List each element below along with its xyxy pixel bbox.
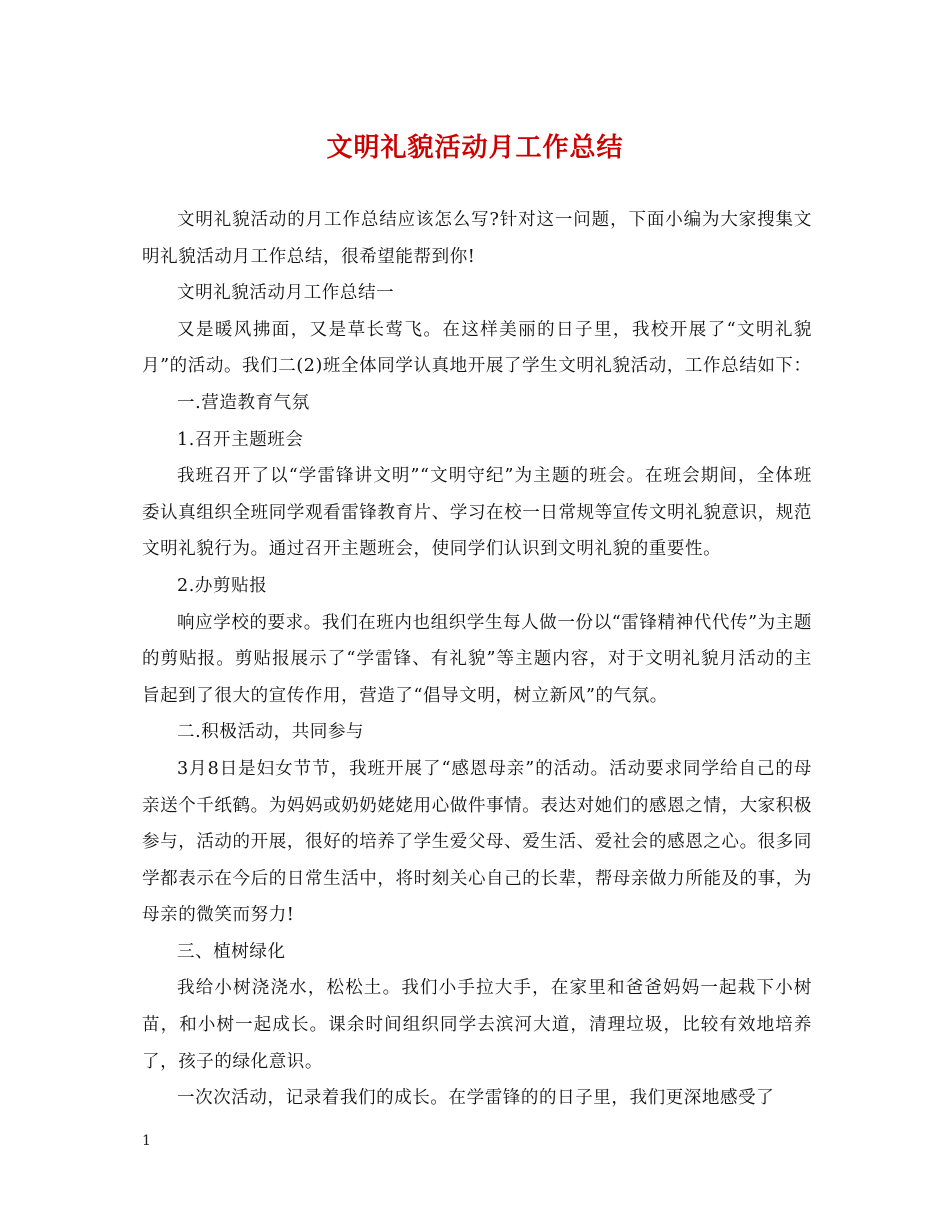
paragraph: 响应学校的要求。我们在班内也组织学生每人做一份以“雷锋精神代代传”为主题的剪贴报。剪贴报展示了“学雷锋、有礼貌”等主题内容，对于文明礼貌月活动的主旨起到了很大的宣传作用，营造了“倡导文明，树立新风”的气氛。 <box>142 612 812 706</box>
paragraph: 我给小树浇浇水，松松土。我们小手拉大手，在家里和爸爸妈妈一起栽下小树苗，和小树一起成长。课余时间组织同学去滨河大道，清理垃圾，比较有效地培养了，孩子的绿化意识。 <box>142 978 812 1072</box>
paragraph: 3月8日是妇女节节，我班开展了“感恩母亲”的活动。活动要求同学给自己的母亲送个千纸鹤。为妈妈或奶奶姥姥用心做件事情。表达对她们的感恩之情，大家积极参与，活动的开展，很好的培养了学生爱父母、爱生活、爱社会的感恩之心。很多同学都表示在今后的日常生活中，将时刻关心自己的长辈，帮母亲做力所能及的事，为母亲的微笑而努力! <box>142 758 812 926</box>
paragraph: 我班召开了以“学雷锋讲文明”“文明守纪”为主题的班会。在班会期间，全体班委认真组织全班同学观看雷锋教育片、学习在校一日常规等宣传文明礼貌意识，规范文明礼貌行为。通过召开主题班会，使同学们认识到文明礼貌的重要性。 <box>142 466 812 560</box>
section-heading: 文明礼貌活动月工作总结一 <box>177 283 395 304</box>
document-body <box>142 202 812 1117</box>
section-heading: 三、植树绿化 <box>177 941 286 962</box>
section-heading: 一.营造教育气氛 <box>177 392 310 413</box>
paragraph: 一次次活动，记录着我们的成长。在学雷锋的的日子里，我们更深地感受了 <box>177 1088 775 1109</box>
paragraph: 又是暖风拂面，又是草长莺飞。在这样美丽的日子里，我校开展了“文明礼貌月”的活动。我们二(2)班全体同学认真地开展了学生文明礼貌活动，工作总结如下： <box>142 319 812 377</box>
subsection-heading: 2.办剪贴报 <box>177 575 268 596</box>
subsection-heading: 1.召开主题班会 <box>177 429 304 450</box>
document-title: 文明礼貌活动月工作总结 <box>326 133 624 163</box>
page-number: 1 <box>142 1133 151 1149</box>
section-heading: 二.积极活动，共同参与 <box>177 722 365 743</box>
paragraph-intro: 文明礼貌活动的月工作总结应该怎么写?针对这一问题，下面小编为大家搜集文明礼貌活动月工作总结，很希望能帮到你! <box>142 210 812 267</box>
